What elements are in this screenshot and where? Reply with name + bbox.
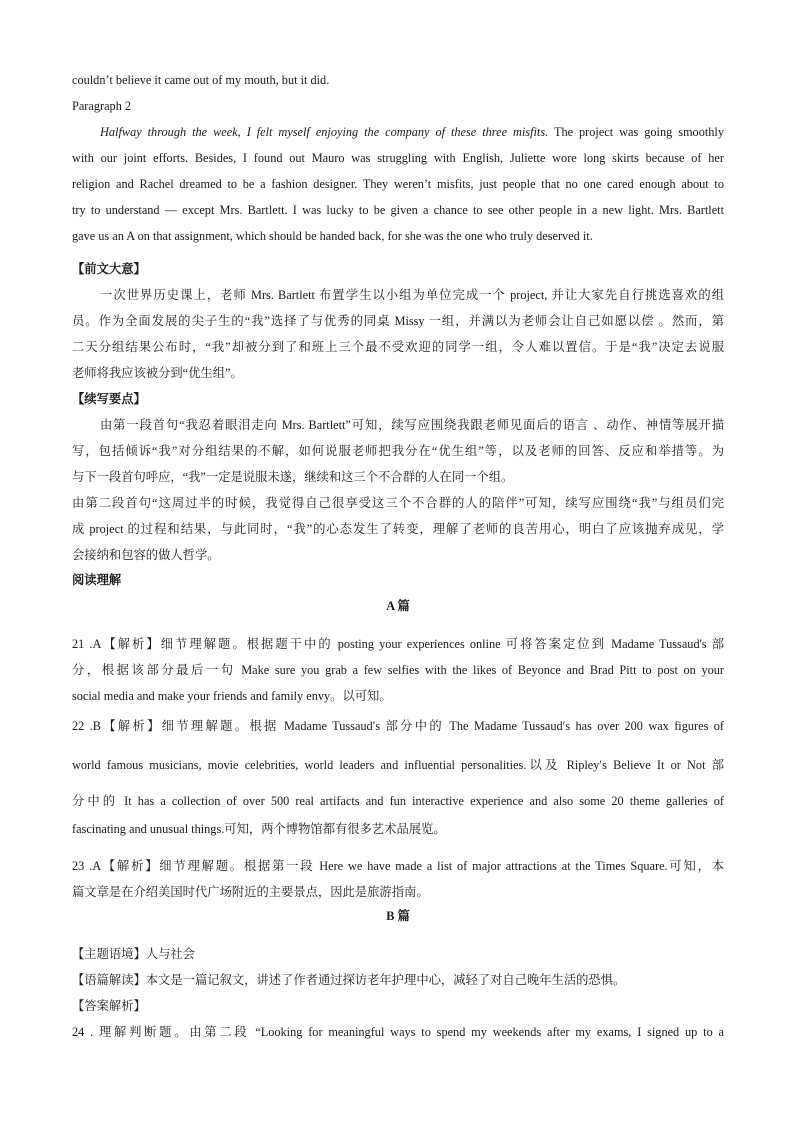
story-section [72, 67, 724, 249]
paragraph-2-line: religion and Rachel dreamed to be a fashion designer. They weren’t misfits, just people that no one cared enough about to [72, 177, 724, 191]
question-21 [72, 631, 724, 709]
section-b-info [72, 941, 724, 1045]
reading-heading: 阅读理解 [72, 573, 122, 587]
writing-points-line: 与下一段首句呼应，“我”一定是说服未遂，继续和这三个不合群的人在同一个组。 [72, 470, 514, 484]
paragraph-2-italic-opening: Halfway through the week, I felt myself enjoying the company of these three misfits. [100, 125, 549, 139]
paragraph-2-last-line: gave us an A on that assignment, which should be handed back, for she was the one who truly deserved it. [72, 229, 593, 243]
summary-last-line: 老师将我应该被分到“优生组”。 [72, 366, 243, 380]
summary-section [72, 256, 724, 386]
writing-points-last-line: 会接纳和包容的做人哲学。 [72, 548, 220, 562]
question-23-line: 23 .A【解析】细节理解题。根据第一段 Here we have made a list of major attractions at the Times Square.可知，本 [72, 859, 724, 873]
question-22-line: world famous musicians, movie celebrities, world leaders and influential personalities.以及 Ripley′s Believe It or Not 部 [72, 758, 724, 772]
section-b [72, 903, 724, 929]
question-22-line: 分中的 It has a collection of over 500 real artifacts and fun interactive experience and also some 20 theme galleries of [72, 794, 724, 808]
theme-context: 【主题语境】人与社会 [72, 947, 195, 961]
question-21-line: 分，根据该部分最后一句 Make sure you grab a few selfies with the likes of Beyonce and Brad Pitt to post on your [72, 663, 724, 677]
writing-points-line: 由第二段首句“这周过半的时候，我觉得自己很享受这三个不合群的人的陪伴”可知，续写应围绕“我”与组员们完 [72, 496, 724, 510]
paragraph-2-line: with our joint efforts. Besides, I found out Mauro was struggling with English, Juliette wore long skirts because of her [72, 151, 724, 165]
question-22-cont-3 [72, 816, 724, 842]
paragraph-2-label: Paragraph 2 [72, 99, 132, 113]
text-interpretation: 【语篇解读】本文是一篇记叙文，讲述了作者通过探访老年护理中心，减轻了对自己晚年生活的恐惧。 [72, 973, 626, 987]
story-line-1: couldn’t believe it came out of my mouth, but it did. [72, 73, 330, 87]
writing-points-heading: 【续写要点】 [72, 392, 146, 406]
question-22-last-line: fascinating and unusual things.可知，两个博物馆都有很多艺术品展览。 [72, 822, 446, 836]
question-22 [72, 713, 724, 739]
paragraph-2-opening-rest: The project was going smoothly [548, 125, 724, 139]
paragraph-2-first-line [72, 119, 724, 145]
summary-line: 员。作为全面发展的尖子生的“我”选择了与优秀的同桌 Missy 一组，并满以为老师会让自己如愿以偿 。然而，第 [72, 314, 724, 328]
writing-points-line: 成 project 的过程和结果，与此同时，“我”的心态发生了转变，理解了老师的良苦用心，明白了应该抛弃成见，学 [72, 522, 724, 536]
summary-heading: 【前文大意】 [72, 262, 146, 276]
question-22-cont [72, 752, 724, 778]
question-24-line: 24 . 理解判断题。由第二段 “Looking for meaningful ways to spend my weekends after my exams, I signed up to a [72, 1025, 724, 1039]
answer-analysis-heading: 【答案解析】 [72, 999, 146, 1013]
question-22-line: 22 .B【解析】细节理解题。根据 Madame Tussaud′s 部分中的 The Madame Tussaud′s has over 200 wax figures of [72, 719, 724, 733]
writing-points-line: 由第一段首句“我忍着眼泪走向 Mrs. Bartlett”可知，续写应围绕我跟老师见面后的语言 、动作、神情等展开描 [100, 418, 724, 432]
paragraph-2-line: try to understand — except Mrs. Bartlett. I was lucky to be given a chance to see other people in a new light. Mrs. Bartlett [72, 203, 724, 217]
question-21-line: 21 .A【解析】细节理解题。根据题干中的 posting your experiences online 可将答案定位到 Madame Tussaud's 部 [72, 637, 724, 651]
summary-line: 一次世界历史课上，老师 Mrs. Bartlett 布置学生以小组为单位完成一个 project, 并让大家先自行挑选喜欢的组 [100, 288, 724, 302]
question-23 [72, 853, 724, 905]
question-22-cont-2 [72, 788, 724, 814]
writing-points-section [72, 386, 724, 568]
section-a-title: A 篇 [386, 599, 410, 613]
reading-heading-block [72, 567, 724, 619]
question-21-last-line: social media and make your friends and family envy。以可知。 [72, 689, 392, 703]
writing-points-line: 写，包括倾诉“我”对分组结果的不解，如何说服老师把我分在“优生组”等，以及老师的回答、反应和举措等。为 [72, 444, 724, 458]
summary-line: 二天分组结果公布时，“我”却被分到了和班上三个最不受欢迎的同学一组，令人难以置信。于是“我”决定去说服 [72, 340, 724, 354]
question-23-last-line: 篇文章是在介绍美国时代广场附近的主要景点，因此是旅游指南。 [72, 885, 429, 899]
section-b-title: B 篇 [386, 909, 410, 923]
